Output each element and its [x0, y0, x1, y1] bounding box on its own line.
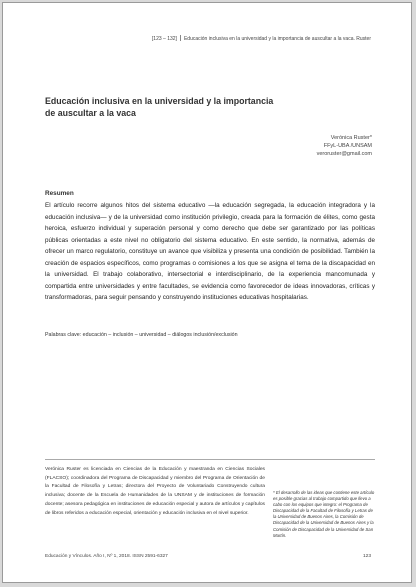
- author-bio: Verónica Ruster es licenciada en Ciencias de la Educación y maestranda en Ciencias Sociales (FLACSO); coordinadora del Programa de Discapacidad y miembro del Programa de Orientación de la Facultad de Filosofía y Letras; directora del Proyecto de Voluntariado Construyendo cultura inclusiva; docente de la Escuela de Humanidades de la UNSAM y de instituciones de formación docente; asesora pedagógica en instituciones de educación especial y autora de artículos y capítulos de libros referidos a educación especial, orientación y educación inclusiva en el nivel superior.: [45, 467, 265, 516]
- abstract-heading: Resumen: [45, 190, 74, 197]
- footnote-divider: [45, 459, 375, 460]
- running-head-title: Educación inclusiva en la universidad y la importancia de auscultar a la vaca. Ruster: [183, 36, 371, 42]
- running-head: [152, 35, 371, 42]
- author-affiliation: FFyL-UBA /UNSAM: [323, 143, 372, 150]
- journal-page: [2, 2, 412, 583]
- author-block: [317, 134, 372, 159]
- running-head-divider: [180, 35, 181, 41]
- running-head-pages: [123 – 132]: [151, 36, 177, 42]
- journal-citation: Educación y Vínculos. Año I, Nº 1, 2018. ISSN 2591-6327: [45, 554, 168, 559]
- footnote: * El desarrollo de las ideas que contiene este artículo es posible gracias al trabajo compartido que llevo a cabo con los equipos que integro: el Programa de Discapacidad de la Facultad de Filosofía y Letras de la Universidad de Buenos Aires, la Comisión de Discapacidad de la Universidad de Buenos Aires y la Comisión de Discapacidad de la Universidad de San Martín.: [273, 490, 375, 538]
- page-number: 123: [362, 554, 371, 559]
- author-email: veroruster@gmail.com: [316, 151, 372, 158]
- keywords: Palabras clave: educación – inclusión – universidad – diálogos inclusión/exclusión: [45, 332, 238, 338]
- author-name: Verónica Ruster*: [330, 135, 372, 141]
- abstract-body: El artículo recorre algunos hitos del sistema educativo —la educación segregada, la educación integradora y la educación inclusiva— y de la universidad como institución privilegio, creada para la formación de élites, como gesta heroica, esfuerzo individual y superación personal y como derecho que debe ser garantizado por las políticas públicas orientadas a este nivel no obligatorio del sistema educativo. En este sentido, la normativa, además de ofrecer un marco regulatorio, constituye un avance que visibiliza y presenta una condición de posibilidad. También la creación de espacios específicos, como programas o comisiones a los que se asigna el tema de la discapacidad en la universidad. El trabajo colaborativo, intersectorial e interdisciplinario, de la experiencia mancomunada y compartida entre universidades y entre facultades, se evidencia como favorecedor de ideas innovadoras, críticas y transformadoras, para seguir pensando y construyendo instituciones educativas hospitalarias.: [45, 202, 375, 301]
- article-title: Educación inclusiva en la universidad y la importancia de auscultar a la vaca: [45, 96, 274, 118]
